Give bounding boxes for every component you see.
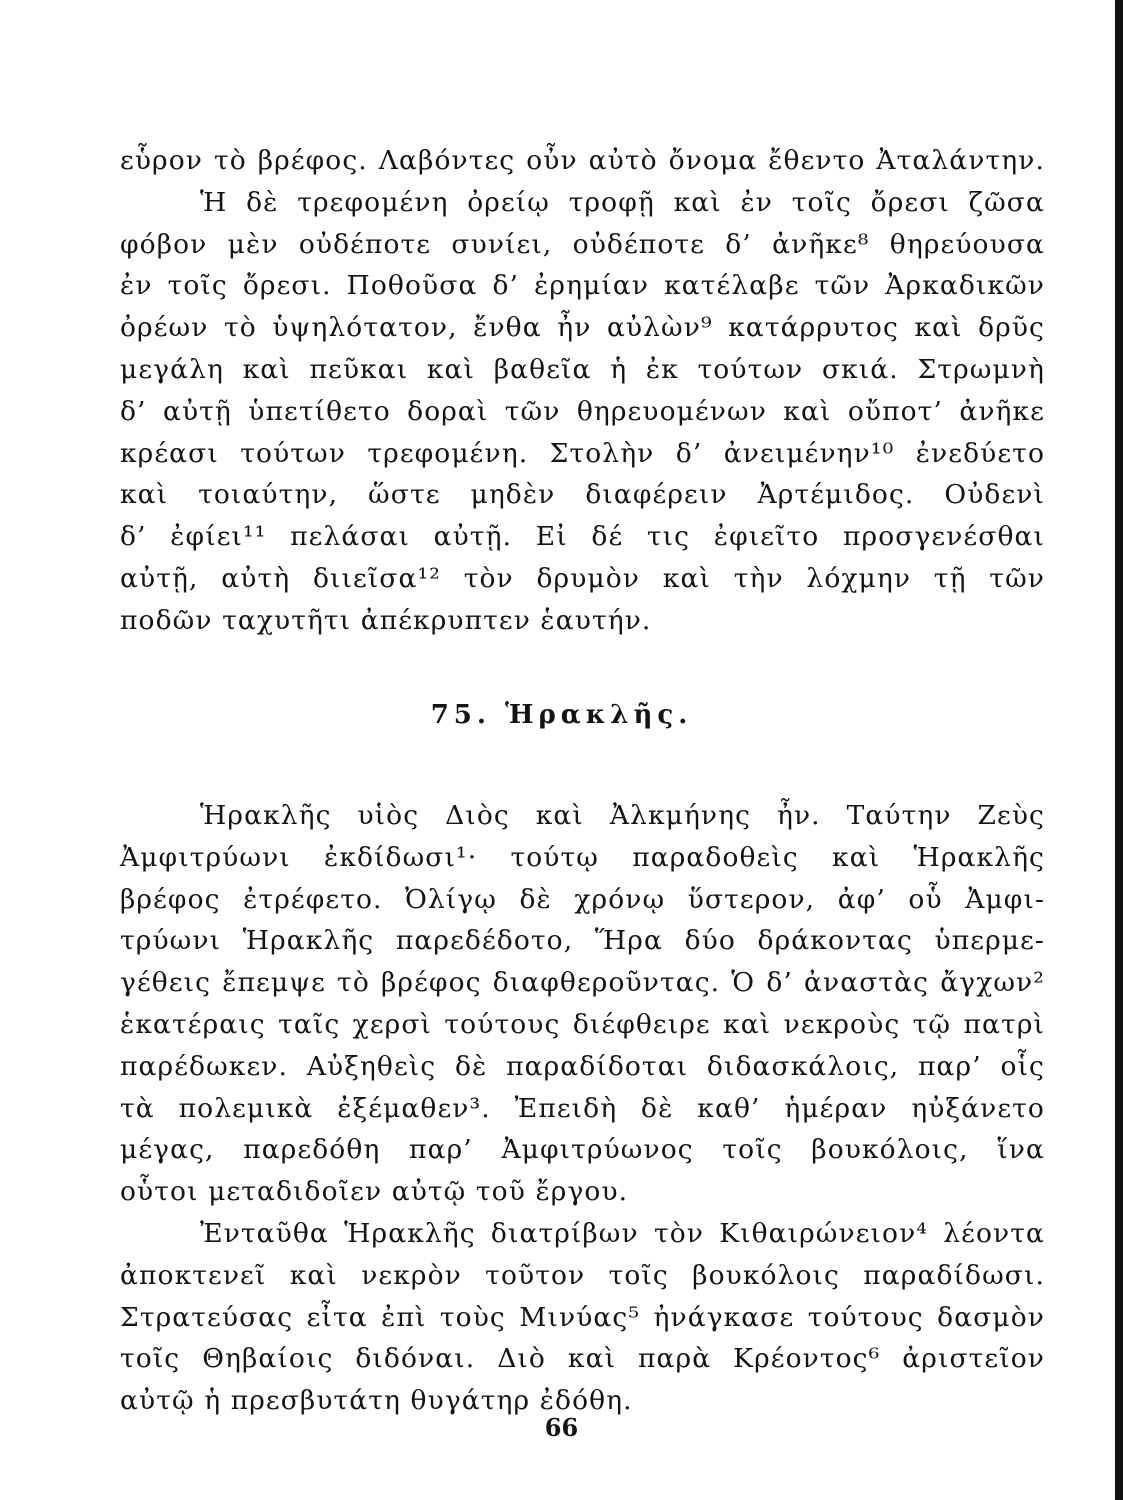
text-line: τρύωνι Ἡρακλῆς παρεδέδοτο, Ἥρα δύο δράκοντας ὑπερμε-: [120, 925, 1045, 957]
text-line: φόβον μὲν οὐδέποτε συνίει, οὐδέποτε δ’ ἀνῆκε⁸ θηρεύουσα: [120, 228, 1045, 260]
text-line: δ’ αὐτῇ ὑπετίθετο δοραὶ τῶν θηρευομένων καὶ οὔποτ’ ἀνῆκε: [120, 395, 1045, 427]
text-line: μεγάλη καὶ πεῦκαι καὶ βαθεῖα ἡ ἐκ τούτων σκιά. Στρωμνὴ: [120, 353, 1045, 385]
text-line: Ἀμφιτρύωνι ἐκδίδωσι¹· τούτῳ παραδοθεὶς καὶ Ἡρακλῆς: [120, 841, 1045, 873]
text-line: ἀποκτενεῖ καὶ νεκρὸν τοῦτον τοῖς βουκόλοις παραδίδωσι.: [120, 1259, 1045, 1291]
text-line: αὐτῇ, αὐτὴ διιεῖσα¹² τὸν δρυμὸν καὶ τὴν λόχμην τῇ τῶν: [120, 562, 1045, 594]
text-line: Ἐνταῦθα Ἡρακλῆς διατρίβων τὸν Κιθαιρώνειον⁴ λέοντα: [200, 1217, 1045, 1249]
page-edge-shadow: [1115, 0, 1123, 1500]
text-line: αὐτῷ ἡ πρεσβυτάτη θυγάτηρ ἐδόθη.: [120, 1385, 633, 1417]
text-line: οὗτοι μεταδιδοῖεν αὐτῷ τοῦ ἔργου.: [120, 1176, 629, 1208]
text-line: Ἡ δὲ τρεφομένη ὀρείῳ τροφῇ καὶ ἐν τοῖς ὄρεσι ζῶσα: [200, 186, 1045, 218]
text-line: εὗρον τὸ βρέφος. Λαβόντες οὖν αὐτὸ ὄνομα ἔθεντο Ἀταλάντην.: [120, 145, 1045, 176]
text-line: ἐν τοῖς ὄρεσι. Ποθοῦσα δ’ ἐρημίαν κατέλαβε τῶν Ἀρκαδικῶν: [120, 270, 1045, 302]
text-line: ποδῶν ταχυτῆτι ἀπέκρυπτεν ἑαυτήν.: [120, 604, 652, 636]
text-line: Ἡρακλῆς υἱὸς Διὸς καὶ Ἀλκμήνης ἦν. Ταύτην Ζεὺς: [200, 800, 1045, 831]
section-heading: 75. Ἡρακλῆς.: [430, 700, 693, 730]
text-line: Στρατεύσας εἶτα ἐπὶ τοὺς Μινύας⁵ ἠνάγκασε τούτους δασμὸν: [120, 1301, 1045, 1333]
text-line: τὰ πολεμικὰ ἐξέμαθεν³. Ἐπειδὴ δὲ καθ’ ἡμέραν ηὐξάνετο: [120, 1092, 1045, 1124]
page-number: 66: [544, 1413, 579, 1442]
text-line: μέγας, παρεδόθη παρ’ Ἀμφιτρύωνος τοῖς βουκόλοις, ἵνα: [120, 1134, 1045, 1166]
text-line: ὀρέων τὸ ὑψηλότατον, ἔνθα ἦν αὐλὼν⁹ κατάρρυτος καὶ δρῦς: [120, 312, 1045, 344]
text-line: παρέδωκεν. Αὐξηθεὶς δὲ παραδίδοται διδασκάλοις, παρ’ οἷς: [120, 1050, 1045, 1082]
text-line: δ’ ἐφίει¹¹ πελάσαι αὐτῇ. Εἰ δέ τις ἐφιεῖτο προσγενέσθαι: [120, 521, 1045, 553]
text-line: τοῖς Θηβαίοις διδόναι. Διὸ καὶ παρὰ Κρέοντος⁶ ἀριστεῖον: [120, 1343, 1045, 1375]
text-line: κρέασι τούτων τρεφομένη. Στολὴν δ’ ἀνειμένην¹⁰ ἐνεδύετο: [120, 437, 1045, 469]
paragraph-heracles: [120, 795, 1045, 1422]
paragraph-atalante-continuation: [120, 140, 1045, 642]
text-line: ἑκατέραις ταῖς χερσὶ τούτους διέφθειρε καὶ νεκροὺς τῷ πατρὶ: [120, 1008, 1045, 1040]
text-line: γέθεις ἔπεμψε τὸ βρέφος διαφθεροῦντας. Ὁ δ’ ἀναστὰς ἄγχων²: [120, 967, 1045, 999]
text-line: βρέφος ἐτρέφετο. Ὀλίγῳ δὲ χρόνῳ ὕστερον, ἀφ’ οὗ Ἀμφι-: [120, 883, 1045, 915]
text-line: καὶ τοιαύτην, ὥστε μηδὲν διαφέρειν Ἀρτέμιδος. Οὐδενὶ: [120, 479, 1045, 511]
